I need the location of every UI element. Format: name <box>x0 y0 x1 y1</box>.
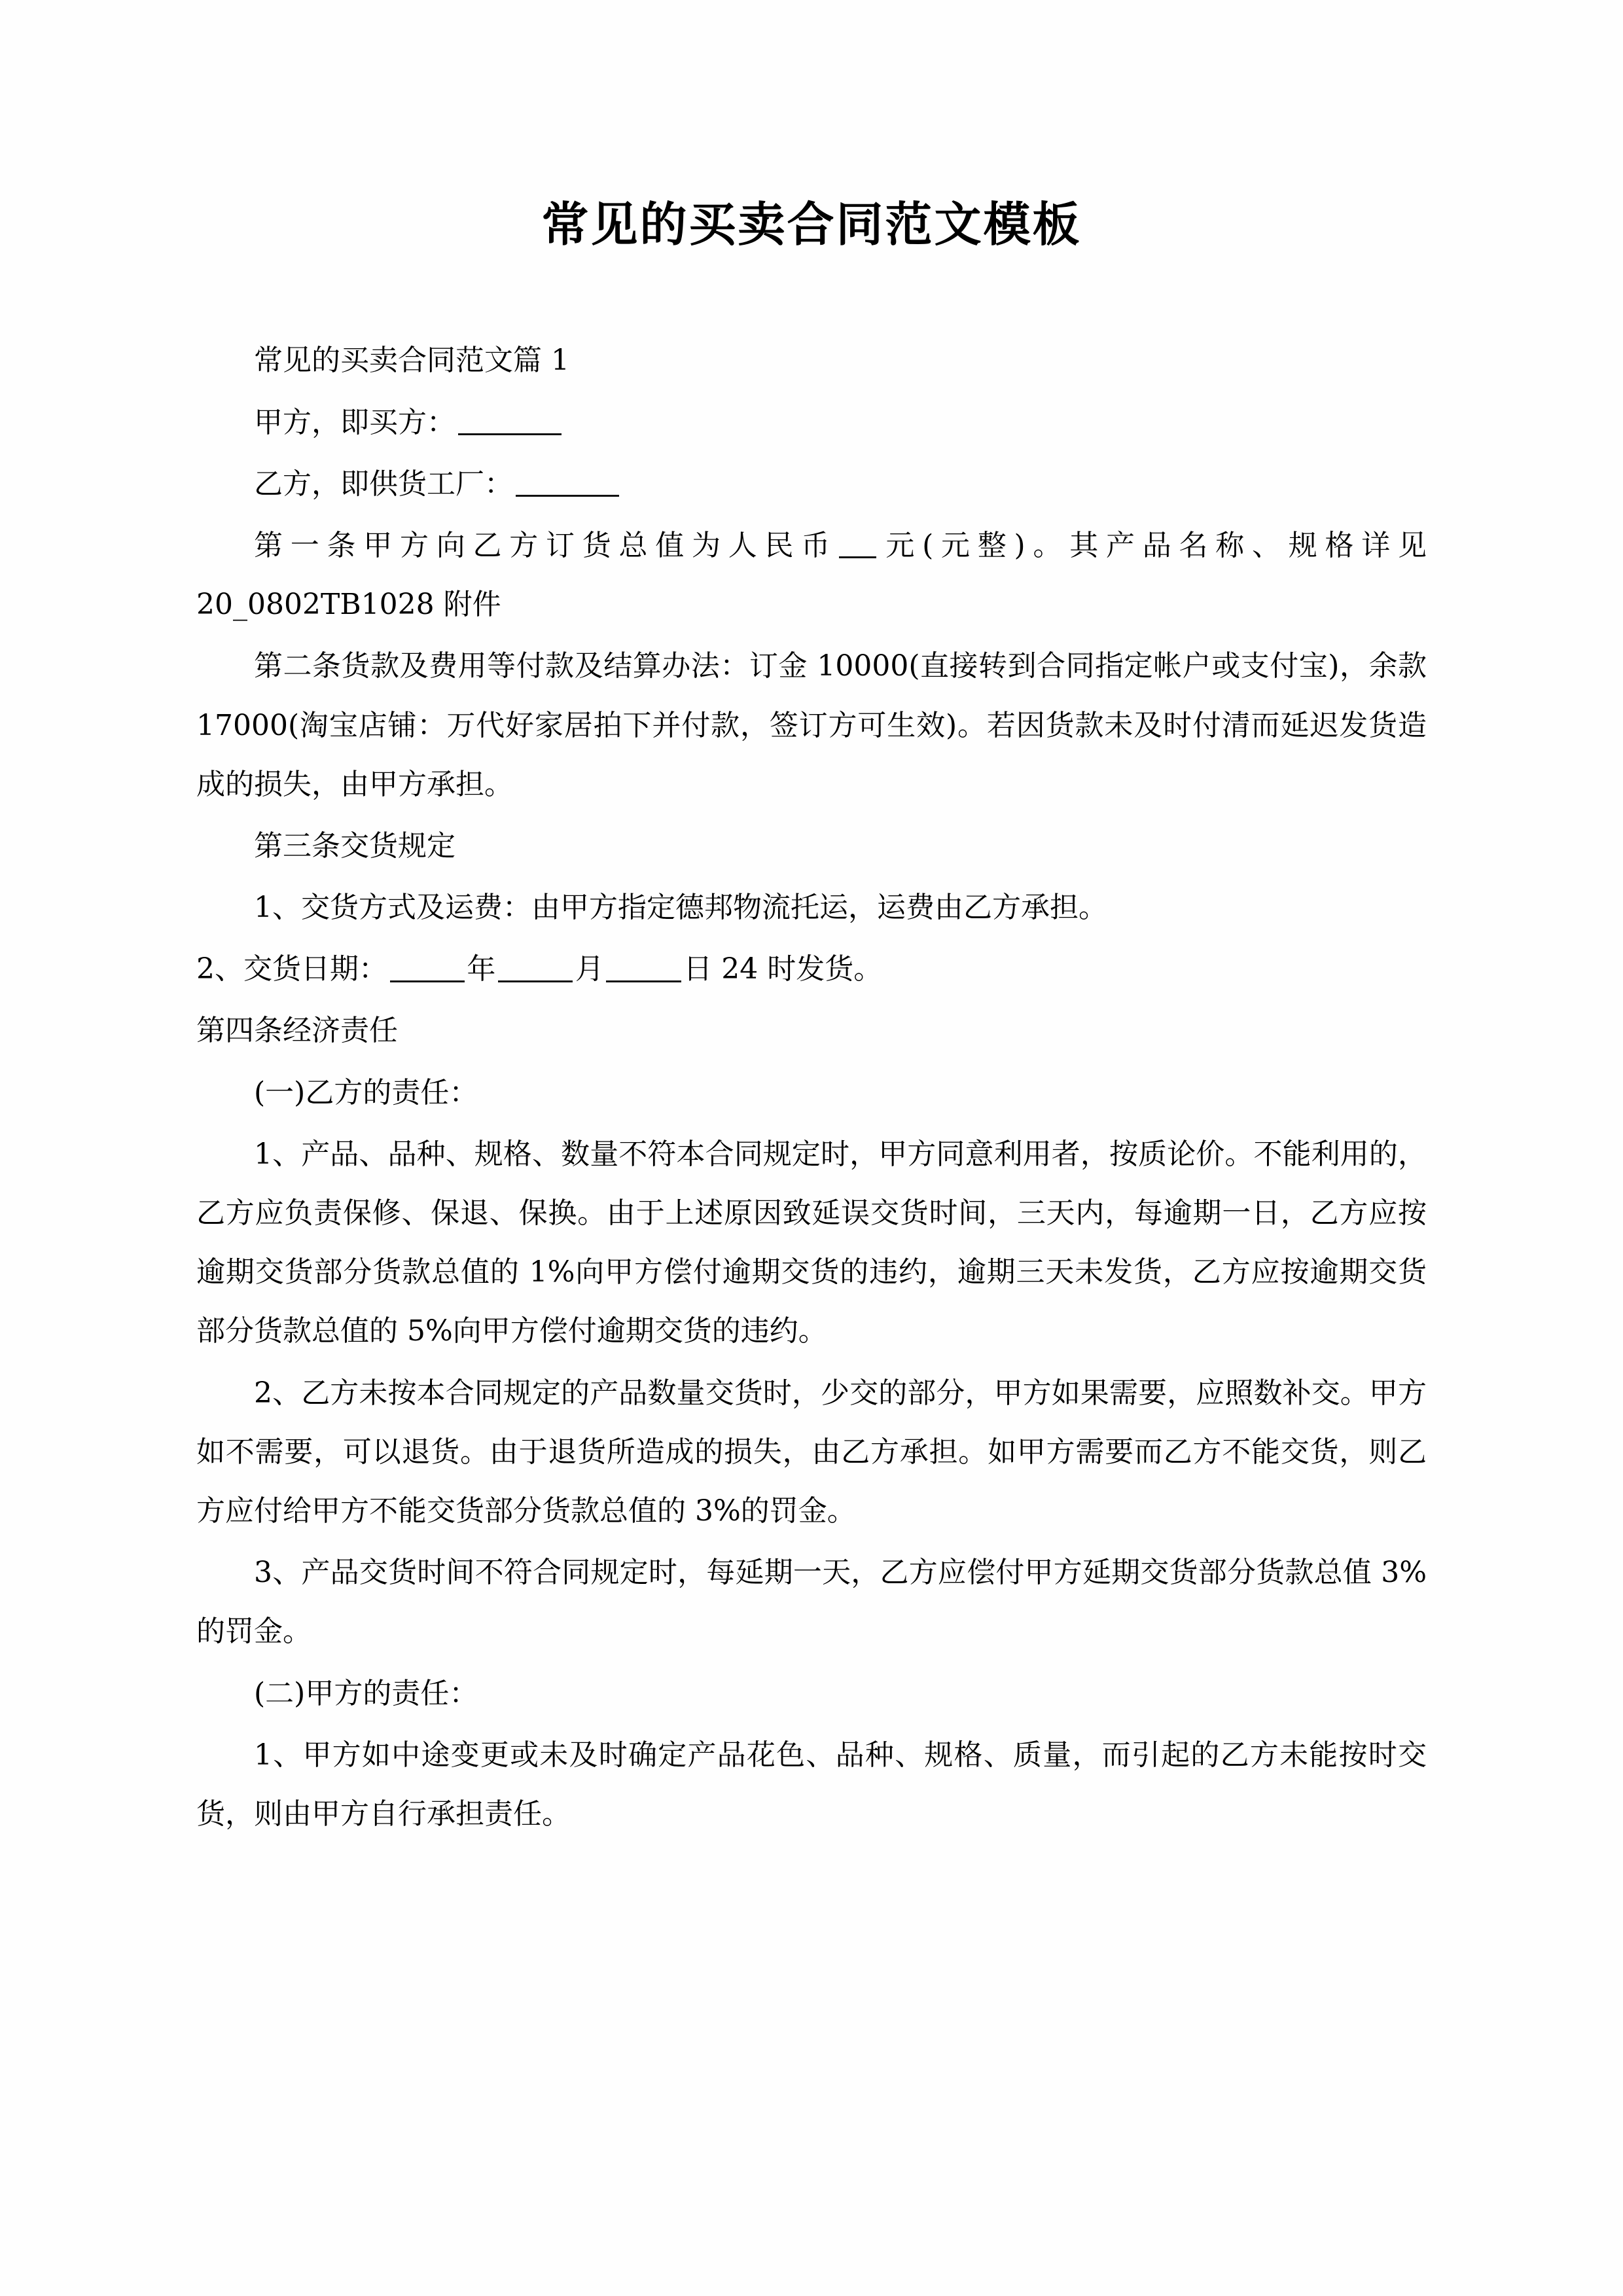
article-1-suffix: 元(元整)。其产品名称、规格详见 20_0802TB1028 附件 <box>196 528 1436 622</box>
paragraph-party-b-duty-1 <box>196 1125 1427 1361</box>
delivery-year-unit: 年 <box>467 952 496 986</box>
delivery-date-label: 2、交货日期： <box>196 952 387 986</box>
delivery-year-blank-field[interactable] <box>390 980 465 982</box>
paragraph-text: 1、甲方如中途变更或未及时确定产品花色、品种、规格、质量，而引起的乙方未能按时交货，则由甲方自行承担责任。 <box>196 1738 1427 1831</box>
paragraph-party-b <box>196 455 1427 514</box>
delivery-day-unit: 日 24 时发货。 <box>683 952 883 986</box>
delivery-day-blank-field[interactable] <box>606 980 681 982</box>
paragraph-article-3-heading <box>196 817 1427 876</box>
paragraph-text: 2、乙方未按本合同规定的产品数量交货时，少交的部分，甲方如果需要，应照数补交。甲方如不需要，可以退货。由于退货所造成的损失，由乙方承担。如甲方需要而乙方不能交货，则乙方应付给甲方不能交货部分货款总值的 3%的罚金。 <box>196 1376 1427 1528</box>
page-title: 常见的买卖合同范文模板 <box>541 196 1082 252</box>
party-b-blank-field[interactable] <box>516 495 619 497</box>
paragraph-article-4-heading <box>196 1001 1427 1060</box>
paragraph-party-b-duty-2 <box>196 1364 1427 1541</box>
paragraph-text: (一)乙方的责任： <box>254 1075 478 1109</box>
document-body <box>196 331 1436 1844</box>
article-1-prefix: 第一条甲方向乙方订货总值为人民币 <box>254 528 838 562</box>
paragraph-text: 1、产品、品种、规格、数量不符本合同规定时，甲方同意利用者，按质论价。不能利用的，乙方应负责保修、保退、保换。由于上述原因致延误交货时间，三天内，每逾期一日，乙方应按逾期交货部分货款总值的 1%向甲方偿付逾期交货的违约，逾期三天未发货，乙方应按逾期交货部分货款总值的 5%向甲方偿付逾期交货的违约。 <box>196 1137 1427 1348</box>
paragraph-text: 第三条交货规定 <box>254 829 455 863</box>
paragraph-text: 第二条货款及费用等付款及结算办法：订金 10000(直接转到合同指定帐户或支付宝)，余款 17000(淘宝店铺：万代好家居拍下并付款，签订方可生效)。若因货款未及时付清而延迟发货造成的损失，由甲方承担。 <box>196 649 1436 801</box>
paragraph-article-1 <box>196 516 1436 634</box>
paragraph-article-3-item-1 <box>196 878 1427 937</box>
paragraph-party-a <box>196 393 1427 452</box>
paragraph-text: 3、产品交货时间不符合同规定时，每延期一天，乙方应偿付甲方延期交货部分货款总值 3%的罚金。 <box>196 1556 1427 1649</box>
paragraph-text: 第四条经济责任 <box>196 1014 398 1048</box>
party-b-label: 乙方，即供货工厂： <box>254 467 513 501</box>
paragraph-party-b-duty-3 <box>196 1543 1427 1661</box>
paragraph-text: (二)甲方的责任： <box>254 1676 478 1710</box>
paragraph-heading-piece <box>196 331 1427 390</box>
delivery-month-blank-field[interactable] <box>498 980 573 982</box>
paragraph-article-3-item-2 <box>196 940 1427 999</box>
paragraph-party-a-duty-heading <box>196 1664 1427 1723</box>
paragraph-text: 常见的买卖合同范文篇 1 <box>254 344 569 378</box>
paragraph-party-a-duty-1 <box>196 1726 1427 1844</box>
party-a-label: 甲方，即买方： <box>254 405 455 439</box>
paragraph-text: 1、交货方式及运费：由甲方指定德邦物流托运，运费由乙方承担。 <box>254 891 1107 925</box>
delivery-month-unit: 月 <box>575 952 604 986</box>
article-1-amount-blank-field[interactable] <box>839 556 876 558</box>
paragraph-party-b-duty-heading <box>196 1064 1427 1122</box>
paragraph-article-2 <box>196 637 1436 814</box>
party-a-blank-field[interactable] <box>458 433 562 435</box>
